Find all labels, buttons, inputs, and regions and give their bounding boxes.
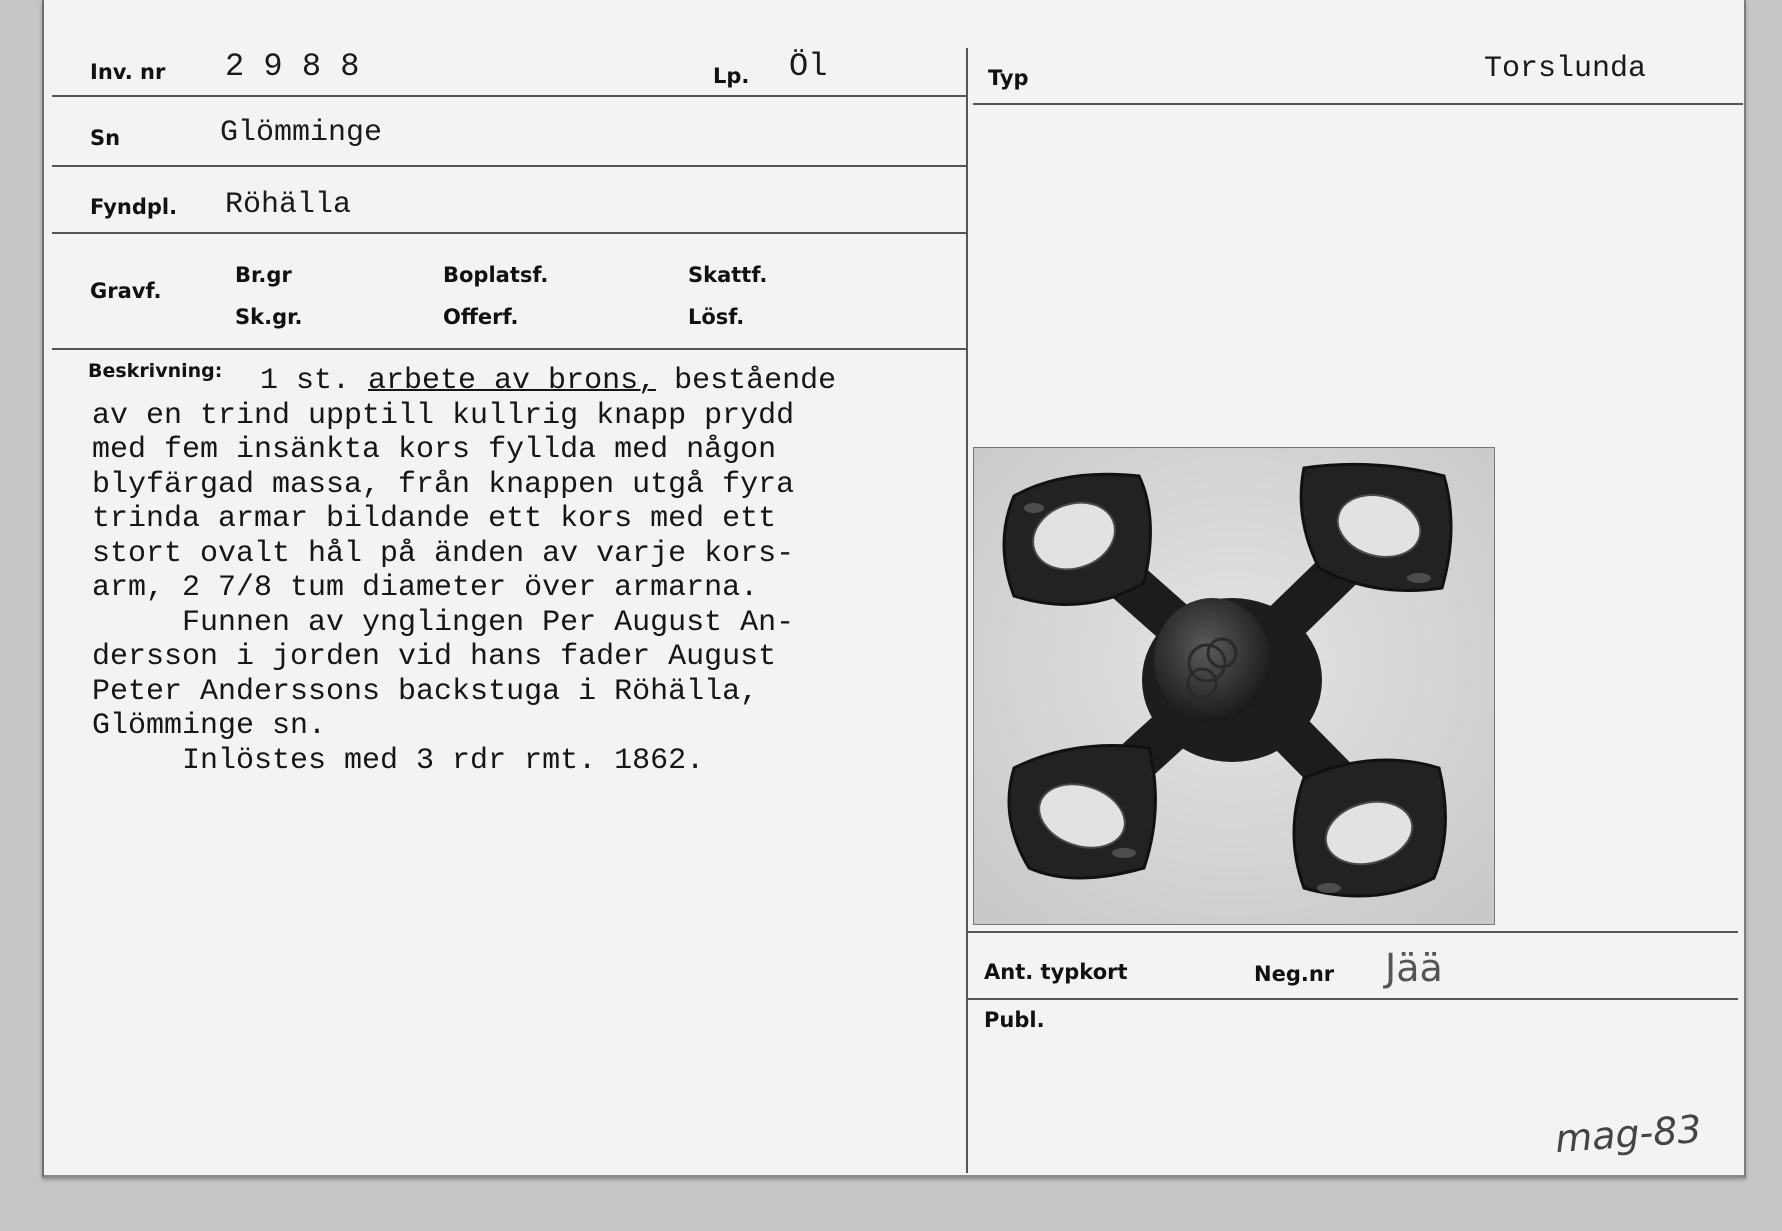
description-underlined-phrase: arbete av brons,	[368, 364, 657, 398]
rule-typ	[973, 103, 1743, 105]
description-line: av en trind upptill kullrig knapp prydd	[92, 398, 795, 433]
description-line: Inlöstes med 3 rdr rmt. 1862.	[92, 743, 705, 778]
brgr-label: Br.gr	[235, 263, 292, 287]
description-line: Funnen av ynglingen Per August An-	[92, 605, 795, 640]
losf-label: Lösf.	[688, 305, 745, 329]
offerf-label: Offerf.	[443, 305, 519, 329]
gravf-label: Gravf.	[90, 279, 162, 303]
description-line1-pre: 1 st.	[260, 364, 369, 398]
ant-typkort-label: Ant. typkort	[984, 960, 1128, 984]
skgr-label: Sk.gr.	[235, 305, 303, 329]
description-text	[92, 364, 972, 778]
artifact-photo	[973, 447, 1495, 925]
rule-inv	[52, 95, 966, 97]
negnr-value: Jää	[1385, 946, 1443, 990]
handwritten-note: mag-83	[1553, 1106, 1703, 1162]
description-line: Glömminge sn.	[92, 709, 327, 743]
description-line	[92, 364, 972, 399]
description-line: trinda armar bildande ett kors med ett	[92, 502, 777, 536]
rule-photo-bottom	[968, 931, 1738, 933]
fyndpl-label: Fyndpl.	[90, 195, 178, 219]
sn-label: Sn	[90, 126, 121, 150]
skattf-label: Skattf.	[688, 263, 768, 287]
fyndpl-value: Röhälla	[225, 188, 352, 222]
description-line: arm, 2 7/8 tum diameter över armarna.	[92, 571, 759, 605]
boplatsf-label: Boplatsf.	[443, 263, 549, 287]
bronze-cross-ornament-image	[974, 448, 1494, 924]
typ-label: Typ	[988, 66, 1029, 90]
negnr-label: Neg.nr	[1254, 962, 1335, 986]
description-line: med fem insänkta kors fyllda med någon	[92, 433, 777, 467]
description-line: dersson i jorden vid hans fader August	[92, 640, 777, 674]
beskrivning-label: Beskrivning:	[88, 360, 223, 382]
inv-value: 2 9 8 8	[225, 48, 360, 85]
sn-value: Glömminge	[220, 116, 383, 150]
rule-gravf	[52, 348, 966, 350]
rule-ant-typkort	[968, 998, 1738, 1000]
rule-fyndpl	[52, 232, 966, 234]
lp-label: Lp.	[713, 64, 750, 88]
description-line: blyfärgad massa, från knappen utgå fyra	[92, 467, 795, 502]
description-line: Peter Anderssons backstuga i Röhälla,	[92, 674, 759, 709]
lp-value: Öl	[789, 48, 828, 85]
rule-sn	[52, 165, 966, 167]
typ-value: Torslunda	[1484, 52, 1647, 86]
inv-label: Inv. nr	[90, 60, 166, 84]
description-line1-post: bestående	[656, 364, 837, 398]
description-line: stort ovalt hål på änden av varje kors-	[92, 536, 795, 571]
publ-label: Publ.	[984, 1008, 1045, 1032]
